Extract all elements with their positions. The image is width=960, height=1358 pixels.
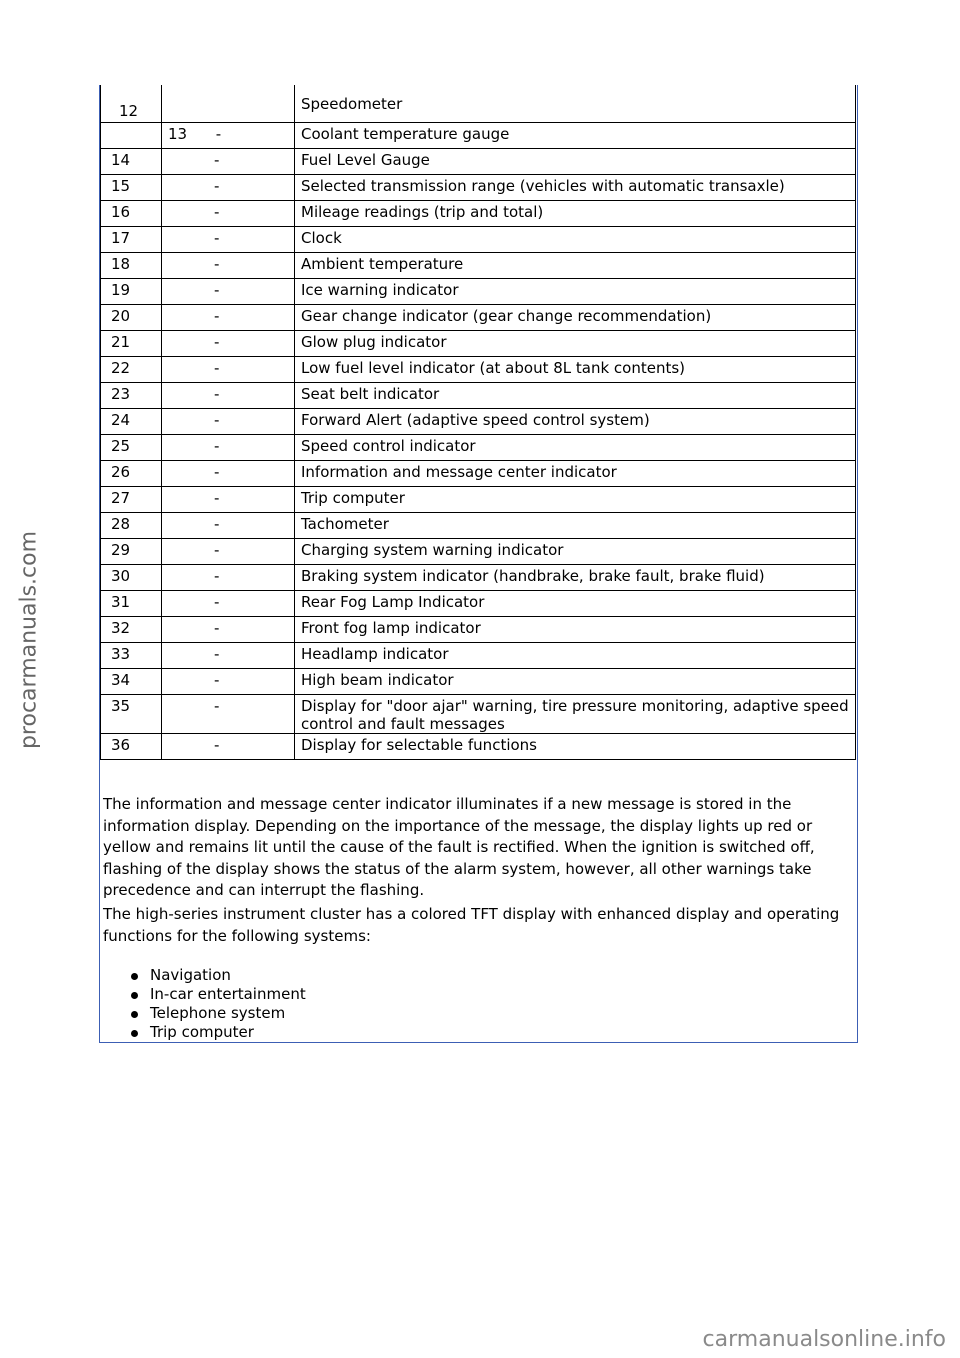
row-separator	[162, 591, 295, 617]
row-description: Speed control indicator	[295, 435, 856, 461]
row-separator	[162, 85, 295, 123]
list-item: In-car entertainment	[103, 985, 306, 1004]
row-number: 31	[101, 591, 162, 617]
indicator-table-body	[101, 85, 856, 760]
row-description: Braking system indicator (handbrake, brake fault, brake fluid)	[295, 565, 856, 591]
table-row	[101, 513, 856, 539]
list-item: Trip computer	[103, 1023, 306, 1042]
row-separator-text: -	[214, 281, 220, 299]
row-separator-text: -	[214, 385, 220, 403]
table-row	[101, 175, 856, 201]
row-description: High beam indicator	[295, 669, 856, 695]
row-description: Glow plug indicator	[295, 331, 856, 357]
row-separator	[162, 149, 295, 175]
table-row	[101, 305, 856, 331]
row-separator-text: -	[214, 541, 220, 559]
table-row	[101, 695, 856, 734]
row-description: Trip computer	[295, 487, 856, 513]
row-separator-text: -	[214, 307, 220, 325]
row-description: Tachometer	[295, 513, 856, 539]
row-number: 22	[101, 357, 162, 383]
table-row	[101, 85, 856, 123]
row-separator	[162, 539, 295, 565]
row-separator	[162, 357, 295, 383]
row-number: 24	[101, 409, 162, 435]
row-description: Display for selectable functions	[295, 734, 856, 760]
row-description: Gear change indicator (gear change recommendation)	[295, 305, 856, 331]
row-separator-text: 13 -	[168, 125, 222, 143]
table-row	[101, 669, 856, 695]
row-number: 14	[101, 149, 162, 175]
row-separator-text: -	[214, 359, 220, 377]
row-number: 21	[101, 331, 162, 357]
row-separator	[162, 279, 295, 305]
row-description: Seat belt indicator	[295, 383, 856, 409]
row-number: 27	[101, 487, 162, 513]
row-separator	[162, 565, 295, 591]
side-watermark	[10, 470, 48, 810]
bullet-icon	[131, 973, 138, 980]
row-separator	[162, 123, 295, 149]
row-description: Ambient temperature	[295, 253, 856, 279]
row-description: Selected transmission range (vehicles with automatic transaxle)	[295, 175, 856, 201]
bullet-icon	[131, 1030, 138, 1037]
table-row	[101, 149, 856, 175]
table-row	[101, 357, 856, 383]
row-description: Ice warning indicator	[295, 279, 856, 305]
row-description: Information and message center indicator	[295, 461, 856, 487]
table-row	[101, 539, 856, 565]
row-separator	[162, 487, 295, 513]
row-separator	[162, 201, 295, 227]
table-row	[101, 383, 856, 409]
row-number: 16	[101, 201, 162, 227]
table-row	[101, 435, 856, 461]
row-description: Front fog lamp indicator	[295, 617, 856, 643]
systems-list	[103, 966, 306, 1042]
row-separator	[162, 409, 295, 435]
row-number: 36	[101, 734, 162, 760]
row-separator	[162, 734, 295, 760]
row-number: 29	[101, 539, 162, 565]
row-separator	[162, 695, 295, 734]
row-number: 32	[101, 617, 162, 643]
row-separator-text: -	[214, 697, 220, 715]
row-number: 12	[101, 85, 162, 123]
row-separator	[162, 435, 295, 461]
row-number: 26	[101, 461, 162, 487]
bullet-icon	[131, 992, 138, 999]
row-separator	[162, 331, 295, 357]
row-description: Mileage readings (trip and total)	[295, 201, 856, 227]
footer-watermark: carmanualsonline.info	[702, 1327, 946, 1352]
row-number: 19	[101, 279, 162, 305]
row-separator-text: -	[214, 203, 220, 221]
row-separator-text: -	[214, 177, 220, 195]
row-separator	[162, 461, 295, 487]
table-row	[101, 279, 856, 305]
row-number: 33	[101, 643, 162, 669]
bullet-icon	[131, 1011, 138, 1018]
row-number: 17	[101, 227, 162, 253]
indicator-table	[100, 85, 856, 760]
table-row	[101, 201, 856, 227]
table-row	[101, 331, 856, 357]
table-row	[101, 617, 856, 643]
row-separator-text: -	[214, 671, 220, 689]
row-separator-text: -	[214, 463, 220, 481]
row-separator	[162, 643, 295, 669]
row-description: Clock	[295, 227, 856, 253]
row-number: 34	[101, 669, 162, 695]
table-row	[101, 461, 856, 487]
row-number: 23	[101, 383, 162, 409]
row-number: 35	[101, 695, 162, 734]
row-separator-text: -	[214, 593, 220, 611]
row-separator	[162, 383, 295, 409]
row-number: 15	[101, 175, 162, 201]
table-row	[101, 227, 856, 253]
row-separator-text: -	[214, 255, 220, 273]
row-description: Display for "door ajar" warning, tire pressure monitoring, adaptive speed control and fault messages	[295, 695, 856, 734]
list-item: Navigation	[103, 966, 306, 985]
message-center-paragraph: The information and message center indicator illuminates if a new message is stored in the information display. Depending on the importance of the message, the display lights up red or yellow and remains lit until the cause of the fault is rectified. When the ignition is switched off, flashing of the display shows the status of the alarm system, however, all other warnings take precedence and can interrupt the flashing.	[103, 795, 815, 899]
row-separator	[162, 513, 295, 539]
row-number	[101, 123, 162, 149]
row-description: Speedometer	[295, 85, 856, 123]
row-description: Rear Fog Lamp Indicator	[295, 591, 856, 617]
row-separator-text: -	[214, 619, 220, 637]
row-number: 30	[101, 565, 162, 591]
table-row	[101, 253, 856, 279]
tft-display-paragraph: The high-series instrument cluster has a colored TFT display with enhanced display and operating functions for the following systems:	[103, 905, 840, 945]
row-description: Forward Alert (adaptive speed control system)	[295, 409, 856, 435]
row-number: 18	[101, 253, 162, 279]
row-number: 25	[101, 435, 162, 461]
row-separator-text: -	[214, 437, 220, 455]
table-row	[101, 487, 856, 513]
row-separator-text: -	[214, 489, 220, 507]
row-separator-text: -	[214, 151, 220, 169]
row-separator-text: -	[214, 333, 220, 351]
row-description: Coolant temperature gauge	[295, 123, 856, 149]
row-description: Low fuel level indicator (at about 8L tank contents)	[295, 357, 856, 383]
table-row	[101, 643, 856, 669]
row-separator-text: -	[214, 515, 220, 533]
row-separator	[162, 617, 295, 643]
row-separator	[162, 669, 295, 695]
table-row	[101, 734, 856, 760]
row-separator-text: -	[214, 736, 220, 754]
row-separator	[162, 175, 295, 201]
table-row	[101, 123, 856, 149]
side-watermark-text: procarmanuals.com	[16, 530, 42, 750]
row-separator	[162, 227, 295, 253]
row-description: Charging system warning indicator	[295, 539, 856, 565]
table-row	[101, 591, 856, 617]
row-description: Fuel Level Gauge	[295, 149, 856, 175]
row-description: Headlamp indicator	[295, 643, 856, 669]
row-separator-text: -	[214, 411, 220, 429]
table-row	[101, 565, 856, 591]
row-separator-text: -	[214, 229, 220, 247]
row-separator-text: -	[214, 645, 220, 663]
list-item: Telephone system	[103, 1004, 306, 1023]
row-separator	[162, 253, 295, 279]
row-separator-text: -	[214, 567, 220, 585]
row-number: 28	[101, 513, 162, 539]
row-separator	[162, 305, 295, 331]
table-row	[101, 409, 856, 435]
row-number: 20	[101, 305, 162, 331]
